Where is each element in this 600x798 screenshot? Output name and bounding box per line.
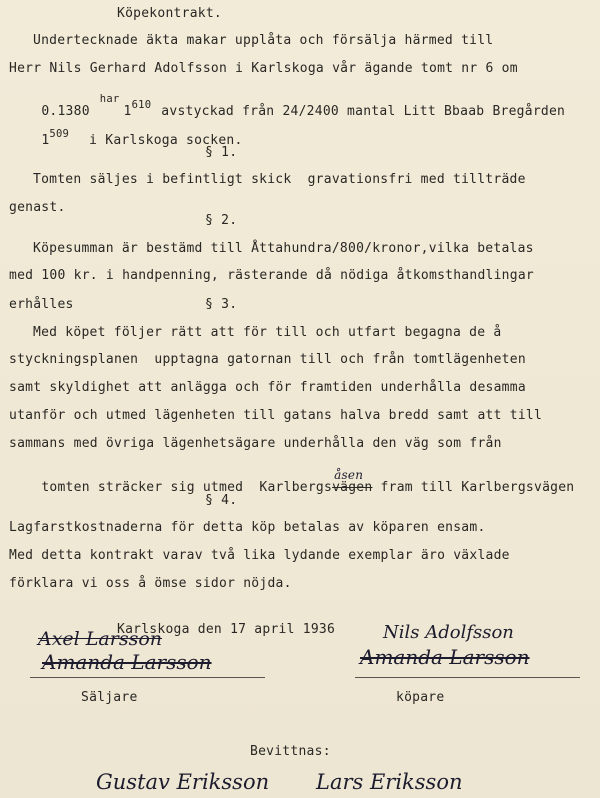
parcel-superscript: 610: [131, 99, 152, 111]
buyers-label: köpare: [396, 690, 445, 705]
intro-line-3-text: avstyckad från 24/2400 mantal Litt Bbaab Bregården: [161, 104, 566, 119]
section-1-line-2: genast.: [9, 200, 66, 215]
section-2-line-2: med 100 kr. i handpenning, rästerande då nödiga åtkomsthandlingar: [9, 268, 534, 283]
section-3-line-4: utanför och utmed lägenheten till gatans halva bredd samt att till: [9, 408, 543, 423]
witness-label: Bevittnas:: [250, 744, 331, 759]
section-3-line-6-end: fram till Karlbergsvägen: [372, 480, 575, 495]
struck-word: vägen: [332, 480, 373, 495]
witness-signature-2: Lars Eriksson: [316, 770, 463, 794]
section-4-heading: § 4.: [205, 493, 238, 508]
section-4-line-1: Lagfarstkostnaderna för detta köp betalas av köparen ensam.: [9, 520, 486, 535]
buyer-signature-1: Nils Adolfsson: [383, 622, 514, 643]
seller-signature-line: [30, 677, 265, 678]
section-3-line-6: [9, 464, 574, 512]
buyer-signature-2: Amanda Larsson: [360, 645, 530, 669]
section-1-heading: § 1.: [205, 145, 238, 160]
parcel-number-2: 1: [41, 133, 50, 148]
parcel-superscript-2: 509: [49, 128, 70, 140]
place-and-date: Karlskoga den 17 april 1936: [117, 622, 336, 637]
section-3-line-2: styckningsplanen upptagna gatornan till och från tomtlägenheten: [9, 352, 526, 367]
document-title: Köpekontrakt.: [117, 6, 222, 21]
section-2-heading: § 2.: [205, 213, 238, 228]
area-value: 0.1380: [41, 104, 90, 119]
section-3-line-6-start: tomten sträcker sig utmed Karlbergs: [41, 480, 333, 495]
section-3-line-5: sammans med övriga lägenhetsägare underhålla den väg som från: [9, 436, 502, 451]
section-3-line-3: samt skyldighet att anlägga och för framtiden underhålla desamma: [9, 380, 526, 395]
section-3-line-1: Med köpet följer rätt att för till och utfart begagna de å: [33, 325, 502, 340]
buyer-signature-line: [355, 677, 580, 678]
witness-signature-1: Gustav Eriksson: [96, 770, 270, 794]
intro-line-1: Undertecknade äkta makar upplåta och försälja härmed till: [33, 33, 494, 48]
section-2-line-3: erhålles: [9, 297, 74, 312]
section-4-line-2: Med detta kontrakt varav två lika lydande exemplar äro växlade: [9, 548, 510, 563]
handwritten-insert: åsen: [334, 468, 364, 482]
amended-word: [332, 468, 373, 495]
section-3-heading: § 3.: [205, 297, 238, 312]
parcel-number: 1: [123, 104, 132, 119]
seller-signature-1: Axel Larsson: [38, 628, 163, 650]
sellers-label: Säljare: [81, 690, 138, 705]
section-1-line-1: Tomten säljes i befintligt skick gravationsfri med tillträde: [33, 172, 526, 187]
intro-line-2: Herr Nils Gerhard Adolfsson i Karlskoga vår ägande tomt nr 6 om: [9, 61, 518, 76]
inserted-word-har: har: [99, 93, 120, 105]
seller-signature-2: Amanda Larsson: [42, 650, 212, 674]
section-4-line-3: förklara vi oss å ömse sidor nöjda.: [9, 576, 292, 591]
section-2-line-1: Köpesumman är bestämd till Åttahundra/800/kronor,vilka betalas: [33, 241, 534, 256]
intro-line-4-text: i Karlskoga socken.: [89, 133, 243, 148]
